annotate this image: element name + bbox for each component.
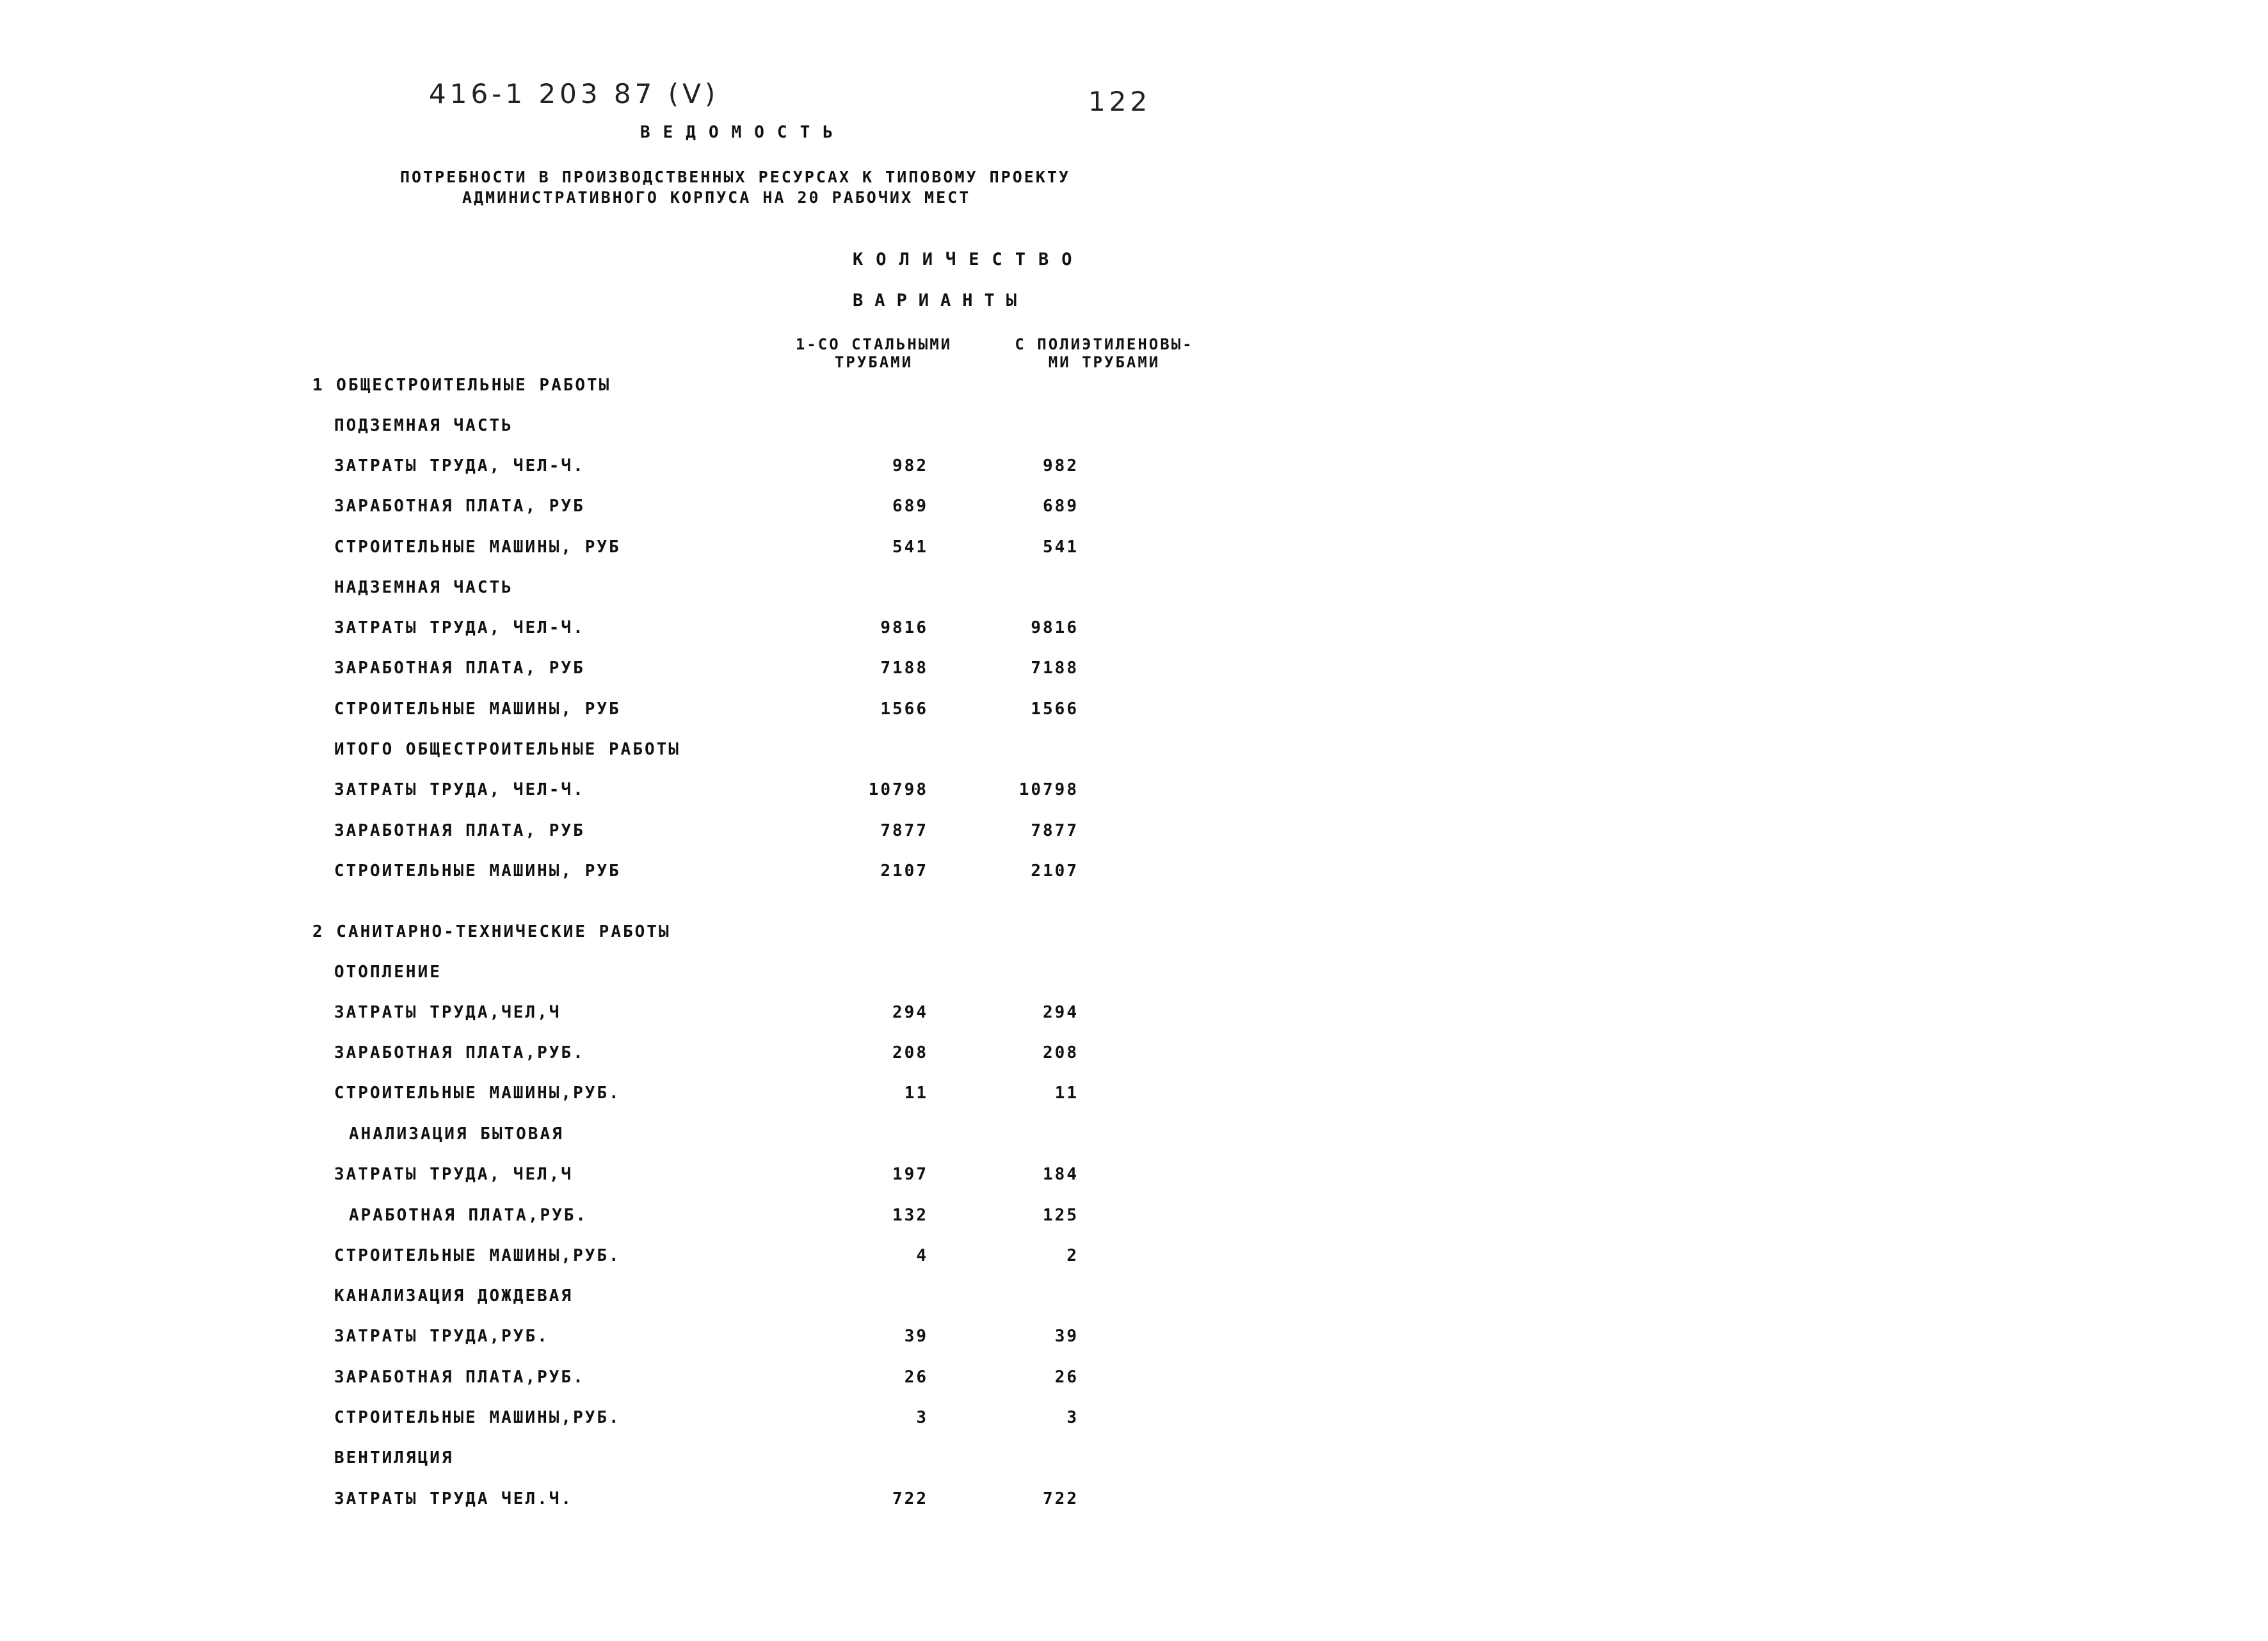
table-row <box>0 777 2268 803</box>
subtitle-line-2-text: АДМИНИСТРАТИВНОГО КОРПУСА НА 20 РАБОЧИХ МЕСТ <box>462 188 971 207</box>
row-label: ЗАРАБОТНАЯ ПЛАТА, РУБ <box>334 497 585 516</box>
document-title: ВЕДОМОСТЬ <box>640 123 846 142</box>
row-value-polyethylene: 2 <box>1066 1246 1079 1265</box>
row-label: ЗАТРАТЫ ТРУДА, ЧЕЛ-Ч. <box>334 618 585 637</box>
row-label: АНАЛИЗАЦИЯ БЫТОВАЯ <box>349 1125 564 1144</box>
row-label: КАНАЛИЗАЦИЯ ДОЖДЕВАЯ <box>334 1286 574 1306</box>
table-row <box>0 413 2268 438</box>
table-row <box>0 1000 2268 1025</box>
row-value-polyethylene: 39 <box>1054 1327 1079 1346</box>
row-label: ЗАТРАТЫ ТРУДА,ЧЕЛ,Ч <box>334 1003 561 1022</box>
document-code: 416-1 203 87 (V) <box>429 78 720 109</box>
row-value-polyethylene: 2107 <box>1031 861 1079 881</box>
table-row <box>0 575 2268 600</box>
row-value-steel: 26 <box>904 1368 928 1387</box>
variants-heading: ВАРИАНТЫ <box>853 291 1029 310</box>
row-value-polyethylene: 294 <box>1043 1003 1079 1022</box>
row-value-steel: 10798 <box>868 780 928 799</box>
table-row <box>0 453 2268 479</box>
table-row <box>0 1243 2268 1269</box>
table-row <box>0 1040 2268 1066</box>
row-value-polyethylene: 7188 <box>1031 659 1079 678</box>
row-value-steel: 208 <box>892 1043 928 1062</box>
row-label: ПОДЗЕМНАЯ ЧАСТЬ <box>334 416 513 435</box>
row-label: 1 ОБЩЕСТРОИТЕЛЬНЫЕ РАБОТЫ <box>312 376 611 395</box>
row-value-steel: 11 <box>904 1084 928 1103</box>
table-row <box>0 858 2268 884</box>
table-row <box>0 493 2268 519</box>
table-row <box>0 737 2268 762</box>
table-row <box>0 655 2268 681</box>
row-label: ИТОГО ОБЩЕСТРОИТЕЛЬНЫЕ РАБОТЫ <box>334 740 680 759</box>
row-label: ЗАРАБОТНАЯ ПЛАТА,РУБ. <box>334 1043 585 1062</box>
table-row <box>0 818 2268 844</box>
row-value-steel: 7877 <box>880 821 928 840</box>
row-label: ЗАТРАТЫ ТРУДА, ЧЕЛ-Ч. <box>334 780 585 799</box>
row-label: ЗАТРАТЫ ТРУДА, ЧЕЛ,Ч <box>334 1165 574 1184</box>
row-label: ЗАТРАТЫ ТРУДА, ЧЕЛ-Ч. <box>334 456 585 476</box>
table-row <box>0 1445 2268 1471</box>
row-value-polyethylene: 26 <box>1054 1368 1079 1387</box>
row-label: СТРОИТЕЛЬНЫЕ МАШИНЫ,РУБ. <box>334 1084 621 1103</box>
row-value-steel: 3 <box>916 1408 928 1427</box>
table-row <box>0 1162 2268 1187</box>
row-label: ЗАТРАТЫ ТРУДА ЧЕЛ.Ч. <box>334 1489 574 1509</box>
row-label: СТРОИТЕЛЬНЫЕ МАШИНЫ, РУБ <box>334 861 621 881</box>
table-row <box>0 615 2268 641</box>
row-value-steel: 2107 <box>880 861 928 881</box>
row-label: ВЕНТИЛЯЦИЯ <box>334 1448 454 1468</box>
row-value-steel: 982 <box>892 456 928 476</box>
quantity-heading: КОЛИЧЕСТВО <box>853 250 1085 269</box>
row-label: ОТОПЛЕНИЕ <box>334 963 442 982</box>
row-value-steel: 197 <box>892 1165 928 1184</box>
column-header-steel-pipes: 1-СО СТАЛЬНЫМИ ТРУБАМИ <box>795 335 953 371</box>
row-label: ЗАРАБОТНАЯ ПЛАТА,РУБ. <box>334 1368 585 1387</box>
table-row <box>0 1405 2268 1430</box>
row-label: НАДЗЕМНАЯ ЧАСТЬ <box>334 578 513 597</box>
row-label: ЗАТРАТЫ ТРУДА,РУБ. <box>334 1327 549 1346</box>
table-row <box>0 1121 2268 1147</box>
page-number: 122 <box>1088 86 1152 117</box>
row-value-polyethylene: 689 <box>1043 497 1079 516</box>
row-value-polyethylene: 9816 <box>1031 618 1079 637</box>
table-row <box>0 1324 2268 1349</box>
row-value-steel: 7188 <box>880 659 928 678</box>
table-row <box>0 919 2268 945</box>
table-row <box>0 534 2268 560</box>
row-value-steel: 722 <box>892 1489 928 1509</box>
row-value-steel: 294 <box>892 1003 928 1022</box>
row-value-polyethylene: 11 <box>1054 1084 1079 1103</box>
table-row <box>0 1486 2268 1512</box>
row-value-polyethylene: 1566 <box>1031 700 1079 719</box>
row-value-steel: 9816 <box>880 618 928 637</box>
row-value-polyethylene: 184 <box>1043 1165 1079 1184</box>
row-value-steel: 39 <box>904 1327 928 1346</box>
row-value-steel: 1566 <box>880 700 928 719</box>
row-label: СТРОИТЕЛЬНЫЕ МАШИНЫ, РУБ <box>334 538 621 557</box>
subtitle-line-1-text: ПОТРЕБНОСТИ В ПРОИЗВОДСТВЕННЫХ РЕСУРСАХ К ТИПОВОМУ ПРОЕКТУ <box>400 168 1070 186</box>
row-value-polyethylene: 982 <box>1043 456 1079 476</box>
row-value-polyethylene: 722 <box>1043 1489 1079 1509</box>
table-row <box>0 959 2268 985</box>
row-label: АРАБОТНАЯ ПЛАТА,РУБ. <box>349 1206 588 1225</box>
table-row <box>0 1283 2268 1309</box>
row-label: ЗАРАБОТНАЯ ПЛАТА, РУБ <box>334 659 585 678</box>
table-row <box>0 1080 2268 1106</box>
row-value-polyethylene: 3 <box>1066 1408 1079 1427</box>
table-row <box>0 1203 2268 1228</box>
row-value-polyethylene: 208 <box>1043 1043 1079 1062</box>
row-value-steel: 541 <box>892 538 928 557</box>
row-label: СТРОИТЕЛЬНЫЕ МАШИНЫ,РУБ. <box>334 1408 621 1427</box>
row-label: СТРОИТЕЛЬНЫЕ МАШИНЫ,РУБ. <box>334 1246 621 1265</box>
row-value-polyethylene: 10798 <box>1018 780 1079 799</box>
row-value-polyethylene: 125 <box>1043 1206 1079 1225</box>
row-value-polyethylene: 7877 <box>1031 821 1079 840</box>
row-value-polyethylene: 541 <box>1043 538 1079 557</box>
table-row <box>0 372 2268 398</box>
row-label: 2 САНИТАРНО-ТЕХНИЧЕСКИЕ РАБОТЫ <box>312 922 671 941</box>
row-label: ЗАРАБОТНАЯ ПЛАТА, РУБ <box>334 821 585 840</box>
row-label: СТРОИТЕЛЬНЫЕ МАШИНЫ, РУБ <box>334 700 621 719</box>
column-header-polyethylene-pipes: С ПОЛИЭТИЛЕНОВЫ- МИ ТРУБАМИ <box>1015 335 1194 371</box>
table-row <box>0 1365 2268 1390</box>
row-value-steel: 689 <box>892 497 928 516</box>
row-value-steel: 4 <box>916 1246 928 1265</box>
table-row <box>0 696 2268 722</box>
row-value-steel: 132 <box>892 1206 928 1225</box>
